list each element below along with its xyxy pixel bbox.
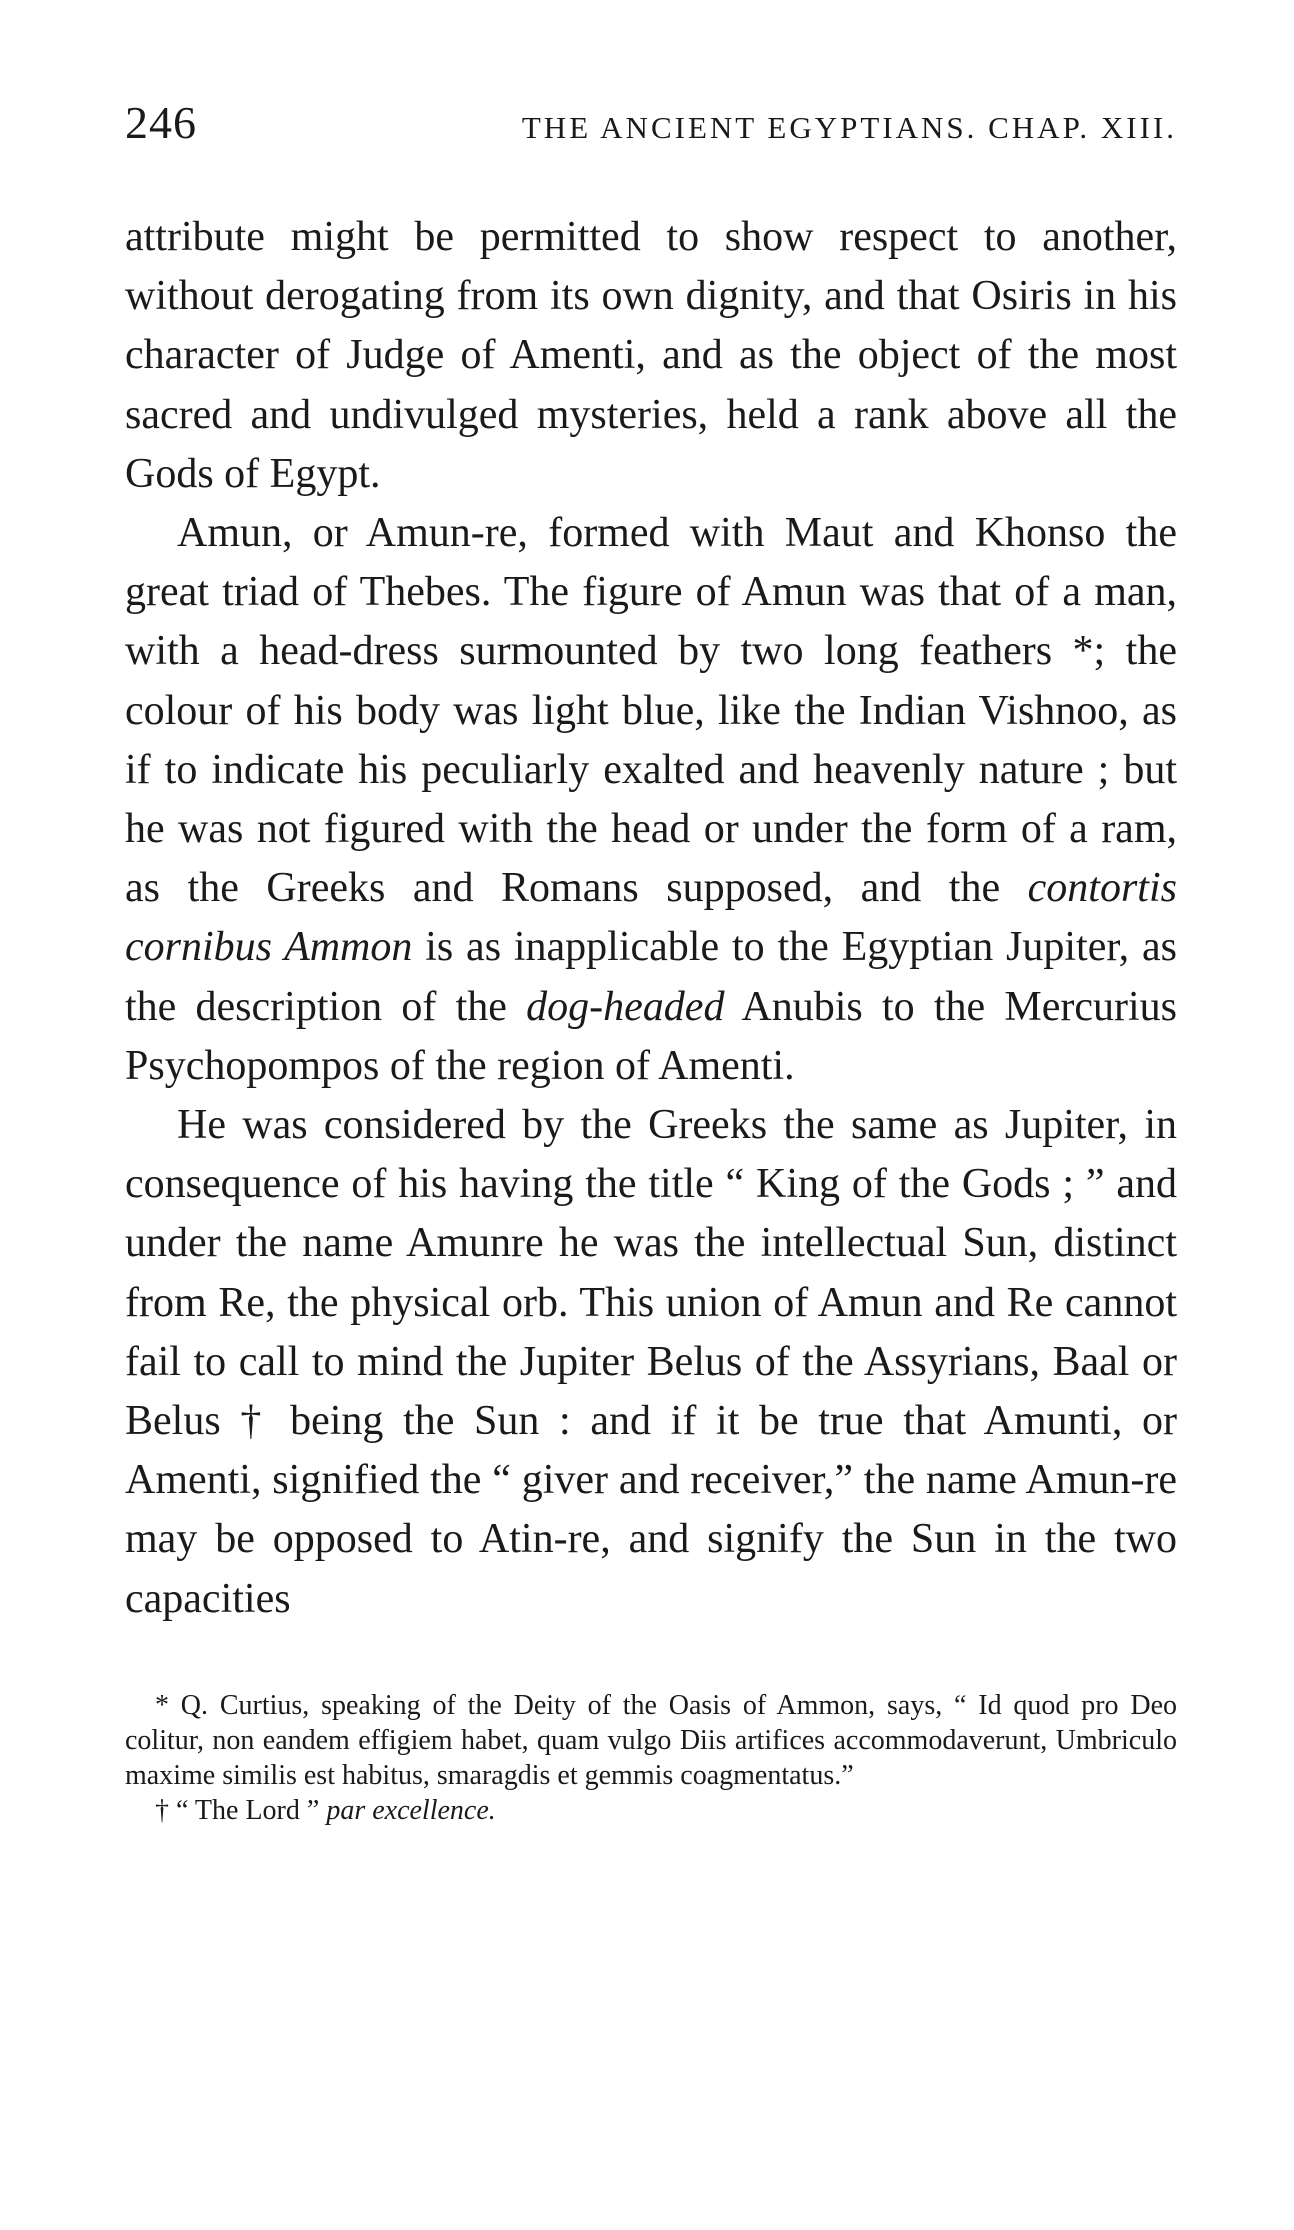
footnote-2: [125, 1793, 1177, 1828]
paragraph-2-italic-word: dog-headed: [526, 983, 725, 1030]
footnotes: [125, 1688, 1177, 1828]
footnote-1: * Q. Curtius, speaking of the Deity of the Oasis of Ammon, says, “ Id quod pro Deo colitur, non eandem effigiem habet, quam vulgo Diis artifices accommodaverunt, Umbriculo maxime similis est habitus, smaragdis et gemmis coagmentatus.”: [125, 1690, 1177, 1791]
paragraph-2: [125, 504, 1177, 1096]
paragraph-3: He was considered by the Greeks the same as Jupiter, in consequence of his having the title “ King of the Gods ; ” and under the name Amunre he was the intellectual Sun, distinct from Re, the physical orb. This union of Amun and Re cannot fail to call to mind the Jupiter Belus of the Assyrians, Baal or Belus † being the Sun : and if it be true that Amunti, or Amenti, signified the “ giver and receiver,” the name Amun-re may be opposed to Atin-re, and signify the Sun in the two capacities: [125, 1102, 1177, 1622]
paragraph-2-part-e: Anubis to the Mercurius Psychopompos of the region of Amenti.: [125, 983, 1178, 1089]
paragraph-1: attribute might be permitted to show respect to another, without derogating from its own dignity, and that Osiris in his character of Judge of Amenti, and as the object of the most sacred and undivulged mysteries, held a rank above all the Gods of Egypt.: [125, 214, 1177, 497]
page-number: 246: [125, 97, 197, 148]
paragraph-2-part-a: Amun, or Amun-re, formed with Maut and Khonso the great triad of Thebes. The figure of Amun was that of a man, with a head-dress surmounted by two long feathers *; the colour of his body was light blue, like the Indian Vishnoo, as if to indicate his peculiarly exalted and heavenly nature ; but he was not figured with the head or under the form of a ram, as the Greeks and Romans supposed, and the: [125, 510, 1177, 912]
footnote-2-italic: par excellence.: [326, 1795, 496, 1826]
page: [125, 96, 1177, 1629]
paragraph-2-italic-phrase: contortis cornibus Ammon: [125, 865, 1177, 971]
page-header: [125, 96, 1177, 156]
running-head: THE ANCIENT EGYPTIANS. CHAP. XIII.: [521, 110, 1177, 145]
footnote-2-text: † “ The Lord ”: [155, 1795, 320, 1826]
paragraph-2-part-c: is as inapplicable to the Egyptian Jupiter, as the description of the: [125, 924, 1177, 1030]
body-text: [125, 208, 1177, 1629]
